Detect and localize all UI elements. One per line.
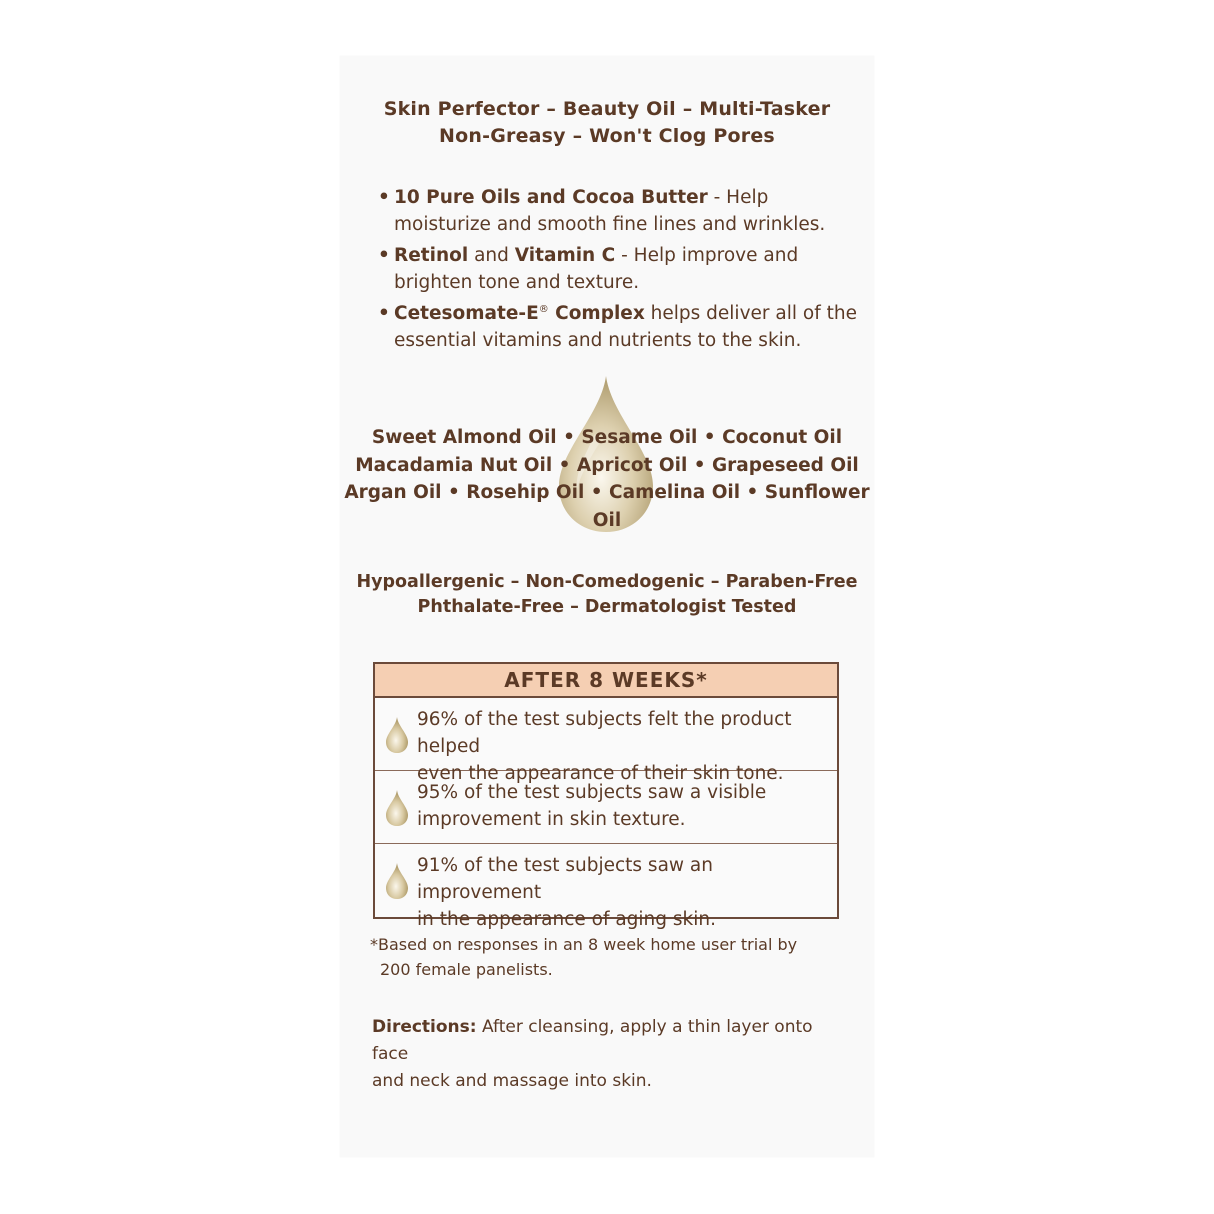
- result-line: 91% of the test subjects saw an improvement: [417, 855, 713, 903]
- result-line: improvement in skin texture.: [417, 809, 686, 830]
- result-row: [375, 698, 837, 784]
- bullet-dot: •: [378, 245, 390, 266]
- claims-line-2: Phthalate-Free – Dermatologist Tested: [417, 597, 797, 617]
- directions-label: Directions:: [372, 1017, 477, 1037]
- benefit-text: - Help improve and brighten tone and texture.: [394, 245, 799, 293]
- result-line: 96% of the test subjects felt the product helped: [417, 709, 792, 757]
- results-box: [373, 662, 839, 930]
- result-row: [375, 844, 837, 930]
- headline-line-1: Skin Perfector – Beauty Oil – Multi-Tasker: [383, 98, 831, 120]
- benefit-list: [378, 184, 858, 358]
- footnote: [370, 932, 840, 982]
- package-panel: [340, 56, 874, 1157]
- benefit-text: - Help moisturize and smooth fine lines and wrinkles.: [394, 187, 826, 235]
- benefit-item-complex: [378, 300, 858, 354]
- directions: [372, 1014, 852, 1095]
- directions-text: and neck and massage into skin.: [372, 1071, 652, 1091]
- oil-drop-icon: [385, 862, 409, 900]
- benefit-item-retinol: [378, 242, 858, 296]
- oil-list-line-2: Macadamia Nut Oil • Apricot Oil • Grapeseed Oil: [355, 454, 859, 476]
- benefit-item-oils: [378, 184, 858, 238]
- oil-list-line-1: Sweet Almond Oil • Sesame Oil • Coconut Oil: [371, 427, 843, 448]
- footnote-line: 200 female panelists.: [380, 960, 553, 979]
- oil-drop-icon: [385, 789, 409, 827]
- oil-drop-icon: [385, 716, 409, 754]
- footnote-line: *Based on responses in an 8 week home user trial by: [370, 935, 798, 954]
- benefit-bold: Complex: [548, 303, 645, 324]
- oil-list-line-3: Argan Oil • Rosehip Oil • Camelina Oil • Sunflower Oil: [344, 482, 870, 531]
- benefit-text: helps deliver all of the essential vitamins and nutrients to the skin.: [394, 303, 857, 351]
- benefit-bold: Retinol: [394, 245, 469, 266]
- result-line: in the appearance of aging skin.: [417, 909, 717, 930]
- headline-line-2: Non-Greasy – Won't Clog Pores: [439, 125, 775, 147]
- registered-mark: ®: [538, 303, 549, 315]
- claims-text: [340, 570, 874, 620]
- directions-text: After cleansing, apply a thin layer onto face: [372, 1017, 813, 1064]
- benefit-bold: Cetesomate-E: [394, 303, 539, 324]
- result-text: [417, 852, 827, 933]
- results-header: AFTER 8 WEEKS*: [375, 664, 837, 698]
- benefit-bold: Vitamin C: [514, 245, 616, 266]
- result-row: [375, 771, 837, 844]
- result-text: [417, 779, 827, 833]
- result-line: 95% of the test subjects saw a visible: [417, 782, 767, 803]
- oil-list: [340, 424, 874, 534]
- bullet-dot: •: [378, 187, 390, 208]
- claims-line-1: Hypoallergenic – Non-Comedogenic – Paraben-Free: [356, 572, 858, 592]
- result-line: even the appearance of their skin tone.: [417, 763, 784, 784]
- bullet-dot: •: [378, 303, 390, 324]
- benefit-bold: 10 Pure Oils and Cocoa Butter: [394, 187, 708, 208]
- benefit-text: and: [468, 245, 515, 266]
